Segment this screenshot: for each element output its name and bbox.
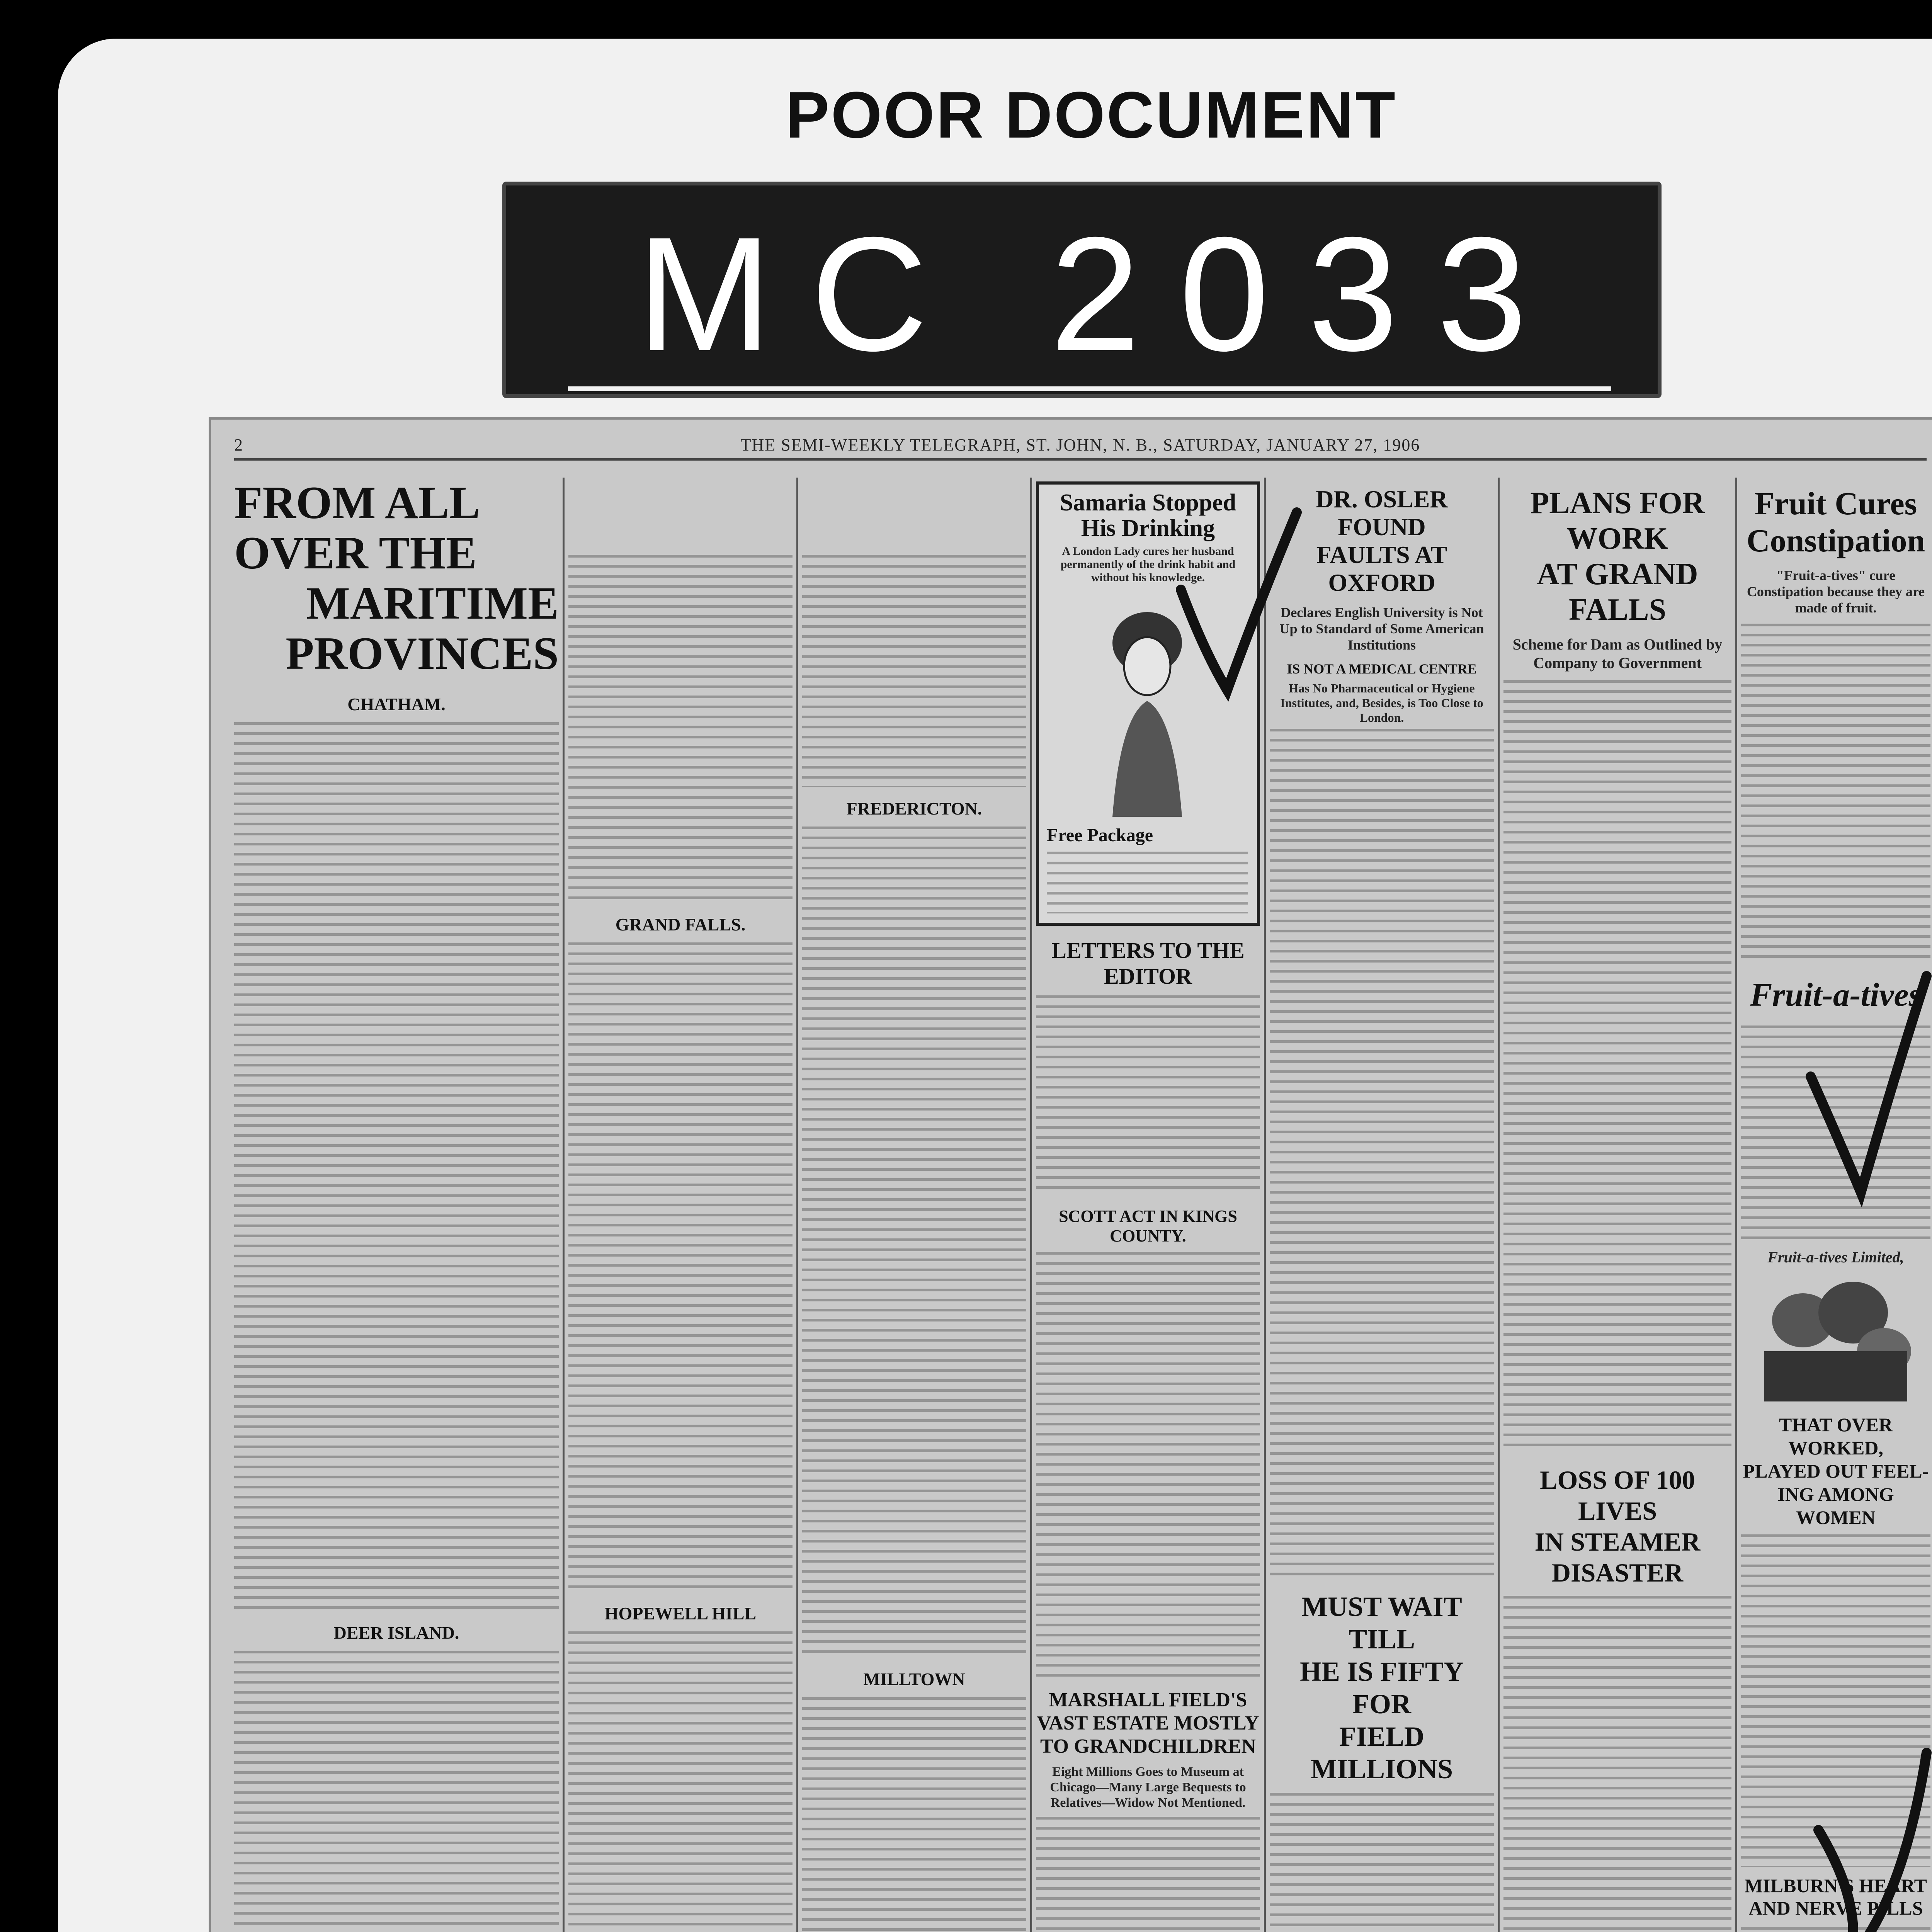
column-rule xyxy=(563,478,565,1932)
must-wait-headline-3: FIELD MILLIONS xyxy=(1310,1721,1453,1784)
fruit-lead: "Fruit-a-tives" cure Constipation because they are made of fruit. xyxy=(1747,568,1925,616)
reel-code: MC 2033 xyxy=(636,204,1566,385)
deer-island-text xyxy=(234,1651,559,1932)
grand-falls-text xyxy=(568,942,793,1592)
section-chatham: CHATHAM. xyxy=(347,694,446,714)
headline-maritime-2: MARITIME PROVINCES xyxy=(286,577,559,679)
section-hopewell-hill: HOPEWELL HILL xyxy=(604,1604,757,1623)
overworked-text xyxy=(1741,1534,1930,1867)
marshall-headline-1: MARSHALL FIELD'S xyxy=(1049,1689,1247,1711)
column-4 xyxy=(1036,478,1260,1932)
section-grand-falls: GRAND FALLS. xyxy=(615,915,746,934)
letters-to-editor-headline: LETTERS TO THE EDITOR xyxy=(1051,938,1245,989)
column-rule xyxy=(1735,478,1737,1932)
column-rule xyxy=(796,478,798,1932)
fruit-basket-illustration xyxy=(1757,1274,1915,1405)
fruit-a-tives-text xyxy=(1741,1026,1930,1242)
lady-portrait-illustration xyxy=(1097,600,1197,817)
samaria-free-package: Free Package xyxy=(1047,825,1153,845)
marshall-headline-3: TO GRANDCHILDREN xyxy=(1040,1735,1256,1757)
section-deer-island: DEER ISLAND. xyxy=(333,1623,459,1643)
plans-headline-1: PLANS FOR WORK xyxy=(1530,486,1705,556)
reel-code-box xyxy=(502,182,1662,398)
osler-note: IS NOT A MEDICAL CENTRE xyxy=(1287,661,1477,677)
letters-text xyxy=(1036,995,1260,1196)
col2-text-top xyxy=(568,555,793,903)
samaria-ad-headline: Samaria Stopped His Drinking xyxy=(1060,490,1236,541)
plans-text xyxy=(1503,680,1731,1453)
section-fredericton: FREDERICTON. xyxy=(846,799,982,818)
fruit-text xyxy=(1741,624,1930,964)
fruit-headline-1: Fruit Cures xyxy=(1754,486,1917,522)
osler-text xyxy=(1270,729,1494,1579)
loss-text xyxy=(1503,1596,1731,1932)
milltown-text xyxy=(802,1697,1026,1932)
column-rule xyxy=(1030,478,1032,1932)
masthead xyxy=(234,435,1927,461)
samaria-ad-text xyxy=(1047,852,1248,913)
osler-headline-1: DR. OSLER FOUND xyxy=(1316,485,1448,541)
column-1 xyxy=(234,478,559,1932)
fredericton-text xyxy=(802,827,1026,1657)
column-3 xyxy=(802,478,1026,1932)
plans-headline-2: AT GRAND FALLS xyxy=(1537,557,1698,627)
section-milltown: MILLTOWN xyxy=(863,1669,965,1689)
must-wait-headline-1: MUST WAIT TILL xyxy=(1301,1591,1462,1655)
reel-code-underline xyxy=(568,386,1611,391)
osler-subhead: Declares English University is Not Up to Standard of Some American Institutions xyxy=(1279,605,1484,653)
milburn-text xyxy=(1741,1927,1930,1932)
marshall-headline-2: VAST ESTATE MOSTLY xyxy=(1037,1712,1259,1734)
headline-maritime-1: FROM ALL OVER THE xyxy=(234,478,478,578)
poor-document-label: POOR DOCUMENT xyxy=(786,78,1397,152)
overworked-headline-2: PLAYED OUT FEEL- xyxy=(1743,1460,1929,1482)
chatham-text xyxy=(234,722,559,1611)
milburn-headline: MILBURN'S HEART AND NERVE PILLS xyxy=(1745,1875,1927,1919)
loss-headline-2: IN STEAMER DISASTER xyxy=(1534,1527,1701,1587)
overworked-headline-1: THAT OVER WORKED, xyxy=(1779,1414,1893,1459)
overworked-headline-3: ING AMONG WOMEN xyxy=(1777,1483,1894,1528)
must-wait-text xyxy=(1270,1793,1494,1932)
fruit-headline-2: Constipation xyxy=(1746,523,1925,559)
column-rule xyxy=(1498,478,1500,1932)
col3-text-top xyxy=(802,555,1026,787)
fruit-a-tives-brand: Fruit-a-tives xyxy=(1750,976,1922,1013)
samaria-ad xyxy=(1036,481,1260,926)
scott-act-headline: SCOTT ACT IN KINGS COUNTY. xyxy=(1059,1207,1237,1245)
must-wait-headline-2: HE IS FIFTY FOR xyxy=(1299,1656,1464,1719)
osler-headline-2: FAULTS AT OXFORD xyxy=(1316,541,1447,596)
marshall-text xyxy=(1036,1817,1260,1932)
masthead-text: THE SEMI-WEEKLY TELEGRAPH, ST. JOHN, N. B., SATURDAY, JANUARY 27, 1906 xyxy=(740,435,1420,454)
fruit-a-tives-company: Fruit-a-tives Limited, xyxy=(1767,1248,1904,1266)
hopewell-hill-text xyxy=(568,1631,793,1932)
column-7 xyxy=(1741,478,1930,1932)
osler-note-2: Has No Pharmaceutical or Hygiene Institutes, and, Besides, is Too Close to London. xyxy=(1280,681,1483,724)
loss-headline-1: LOSS OF 100 LIVES xyxy=(1540,1465,1695,1526)
plans-subhead: Scheme for Dam as Outlined by Company to Government xyxy=(1512,636,1723,672)
column-5 xyxy=(1270,478,1494,1932)
column-2 xyxy=(568,478,793,1932)
column-6 xyxy=(1503,478,1731,1932)
page-number: 2 xyxy=(234,435,243,454)
scott-act-text xyxy=(1036,1252,1260,1677)
column-rule xyxy=(1264,478,1266,1932)
samaria-ad-subhead: A London Lady cures her husband permanently of the drink habit and without his knowledge. xyxy=(1060,545,1236,584)
newspaper-page xyxy=(209,417,1932,1932)
marshall-subhead: Eight Millions Goes to Museum at Chicago—Many Large Bequests to Relatives—Widow Not Mentioned. xyxy=(1050,1765,1246,1810)
